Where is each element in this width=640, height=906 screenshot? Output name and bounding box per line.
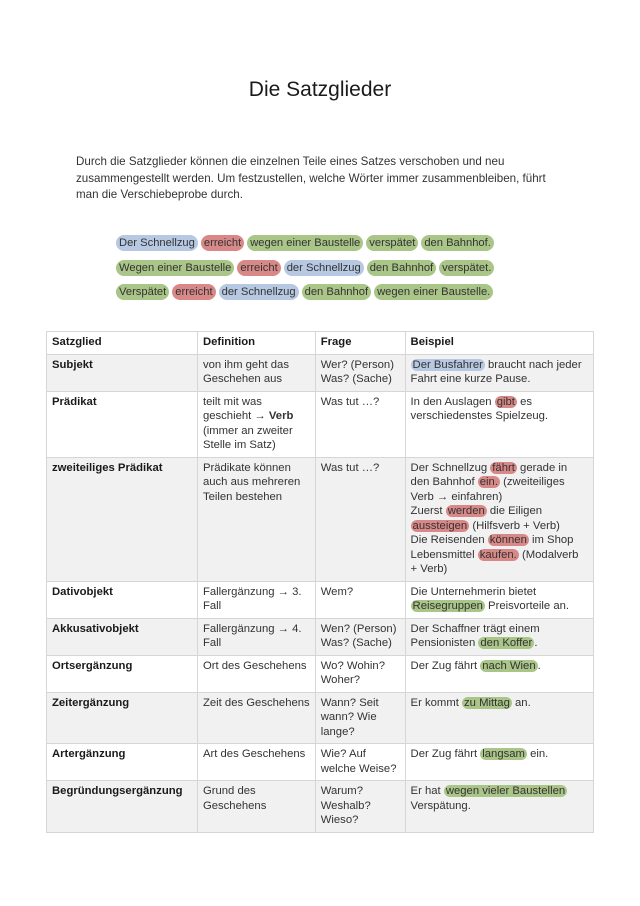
table-row xyxy=(47,391,594,457)
beispiel-cell: Der Schaffner trägt einem Pensionisten den Koffer . xyxy=(405,618,593,655)
header-frage: Frage xyxy=(315,332,405,355)
satzglied-cell: Ortsergänzung xyxy=(47,655,198,692)
table-header-row xyxy=(47,332,594,355)
frage-cell: Was tut …? xyxy=(315,457,405,581)
header-satzglied: Satzglied xyxy=(47,332,198,355)
header-definition: Definition xyxy=(197,332,315,355)
frage-cell: Wen? (Person) Was? (Sache) xyxy=(315,618,405,655)
phrase-chip: Verspätet xyxy=(116,284,169,300)
definition-cell: teilt mit was geschieht → Verb (immer an zweiter Stelle im Satz) xyxy=(197,391,315,457)
predicate-chip: erreicht xyxy=(201,235,244,251)
phrase-chip: Wegen einer Baustelle xyxy=(116,260,234,276)
table-row xyxy=(47,692,594,744)
highlighted-phrase: können xyxy=(489,534,527,546)
highlighted-phrase: nach Wien xyxy=(482,659,536,672)
beispiel-cell: Die Unternehmerin bietet Reisegruppen Preisvorteile an. xyxy=(405,581,593,618)
highlighted-phrase: gibt xyxy=(496,395,515,408)
frage-cell: Wer? (Person) Was? (Sache) xyxy=(315,354,405,391)
definition-cell: Zeit des Geschehens xyxy=(197,692,315,744)
satzglied-cell: Dativobjekt xyxy=(47,581,198,618)
satzglied-cell: Artergänzung xyxy=(47,744,198,781)
highlighted-phrase: fährt xyxy=(492,461,515,474)
frage-cell: Wann? Seit wann? Wie lange? xyxy=(315,692,405,744)
header-beispiel: Beispiel xyxy=(405,332,593,355)
example-sentence xyxy=(116,259,536,284)
example-sentence xyxy=(116,283,536,308)
highlighted-phrase: langsam xyxy=(482,748,525,760)
beispiel-cell: Er hat wegen vieler Baustellen Verspätung. xyxy=(405,781,593,833)
beispiel-cell: In den Auslagen gibt es verschiedenstes Spielzeug. xyxy=(405,391,593,457)
phrase-chip: verspätet xyxy=(366,235,418,251)
phrase-chip: den Bahnhof. xyxy=(421,235,494,251)
predicate-chip: erreicht xyxy=(172,284,215,300)
definition-cell: Grund des Geschehens xyxy=(197,781,315,833)
highlighted-phrase: den Koffer xyxy=(480,637,533,649)
subject-chip: Der Schnellzug xyxy=(116,235,198,251)
beispiel-cell: Der Schnellzug fährt gerade in den Bahnhof ein. (zweiteiliges Verb → einfahren) Zuerst werden die Eiligen aussteigen (Hilfsverb + Verb) Die Reisenden können im Shop Lebensmittel kaufen. (Modalverb + Verb) xyxy=(405,457,593,581)
beispiel-cell: Der Busfahrer braucht nach jeder Fahrt eine kurze Pause. xyxy=(405,354,593,391)
table-row xyxy=(47,618,594,655)
page-title: Die Satzglieder xyxy=(248,78,392,101)
table-row xyxy=(47,781,594,833)
example-sentences xyxy=(116,234,536,308)
beispiel-cell: Er kommt zu Mittag an. xyxy=(405,692,593,744)
highlighted-phrase: Reisegruppen xyxy=(412,600,483,612)
subject-chip: der Schnellzug xyxy=(219,284,299,300)
phrase-chip: wegen einer Baustelle. xyxy=(374,284,493,300)
frage-cell: Was tut …? xyxy=(315,391,405,457)
satzglied-cell: Prädikat xyxy=(47,391,198,457)
beispiel-cell: Der Zug fährt langsam ein. xyxy=(405,744,593,781)
highlighted-phrase: wegen vieler Baustellen xyxy=(445,785,566,797)
highlighted-phrase: werden xyxy=(447,505,485,517)
definition-cell: Art des Geschehens xyxy=(197,744,315,781)
beispiel-cell: Der Zug fährt nach Wien . xyxy=(405,655,593,692)
frage-cell: Wo? Wohin? Woher? xyxy=(315,655,405,692)
phrase-chip: verspätet. xyxy=(439,260,494,276)
intro-paragraph: Durch die Satzglieder können die einzelnen Teile eines Satzes verschoben und neu zusammengestellt werden. Um festzustellen, welche Wörter immer zusammenbleiben, führt man die Verschiebeprobe durch. xyxy=(76,155,546,201)
satzglied-cell: Subjekt xyxy=(47,354,198,391)
satzglied-cell: Akkusativobjekt xyxy=(47,618,198,655)
table-row xyxy=(47,744,594,781)
highlighted-phrase: zu Mittag xyxy=(464,696,510,709)
highlighted-phrase: aussteigen xyxy=(412,519,468,532)
example-sentence xyxy=(116,234,536,259)
definition-cell: von ihm geht das Geschehen aus xyxy=(197,354,315,391)
frage-cell: Wem? xyxy=(315,581,405,618)
phrase-chip: den Bahnhof xyxy=(367,260,436,276)
satzglied-cell: Zeitergänzung xyxy=(47,692,198,744)
table-row xyxy=(47,354,594,391)
definition-cell: Fallergänzung → 4. Fall xyxy=(197,618,315,655)
predicate-chip: erreicht xyxy=(237,260,280,276)
phrase-chip: wegen einer Baustelle xyxy=(247,235,363,251)
phrase-chip: den Bahnhof xyxy=(302,284,371,300)
subject-chip: der Schnellzug xyxy=(284,260,364,276)
satzglied-cell: Begründungsergänzung xyxy=(47,781,198,833)
table-row xyxy=(47,581,594,618)
satzglied-cell: zweiteiliges Prädikat xyxy=(47,457,198,581)
highlighted-phrase: kaufen. xyxy=(479,548,517,561)
definition-cell: Prädikate können auch aus mehreren Teilen bestehen xyxy=(197,457,315,581)
definition-cell: Fallergänzung → 3. Fall xyxy=(197,581,315,618)
satzglieder-table xyxy=(46,331,594,833)
table-row xyxy=(47,655,594,692)
definition-cell: Ort des Geschehens xyxy=(197,655,315,692)
frage-cell: Wie? Auf welche Weise? xyxy=(315,744,405,781)
highlighted-phrase: Der Busfahrer xyxy=(412,358,483,371)
frage-cell: Warum? Weshalb? Wieso? xyxy=(315,781,405,833)
table-row xyxy=(47,457,594,581)
highlighted-phrase: ein. xyxy=(479,476,498,488)
